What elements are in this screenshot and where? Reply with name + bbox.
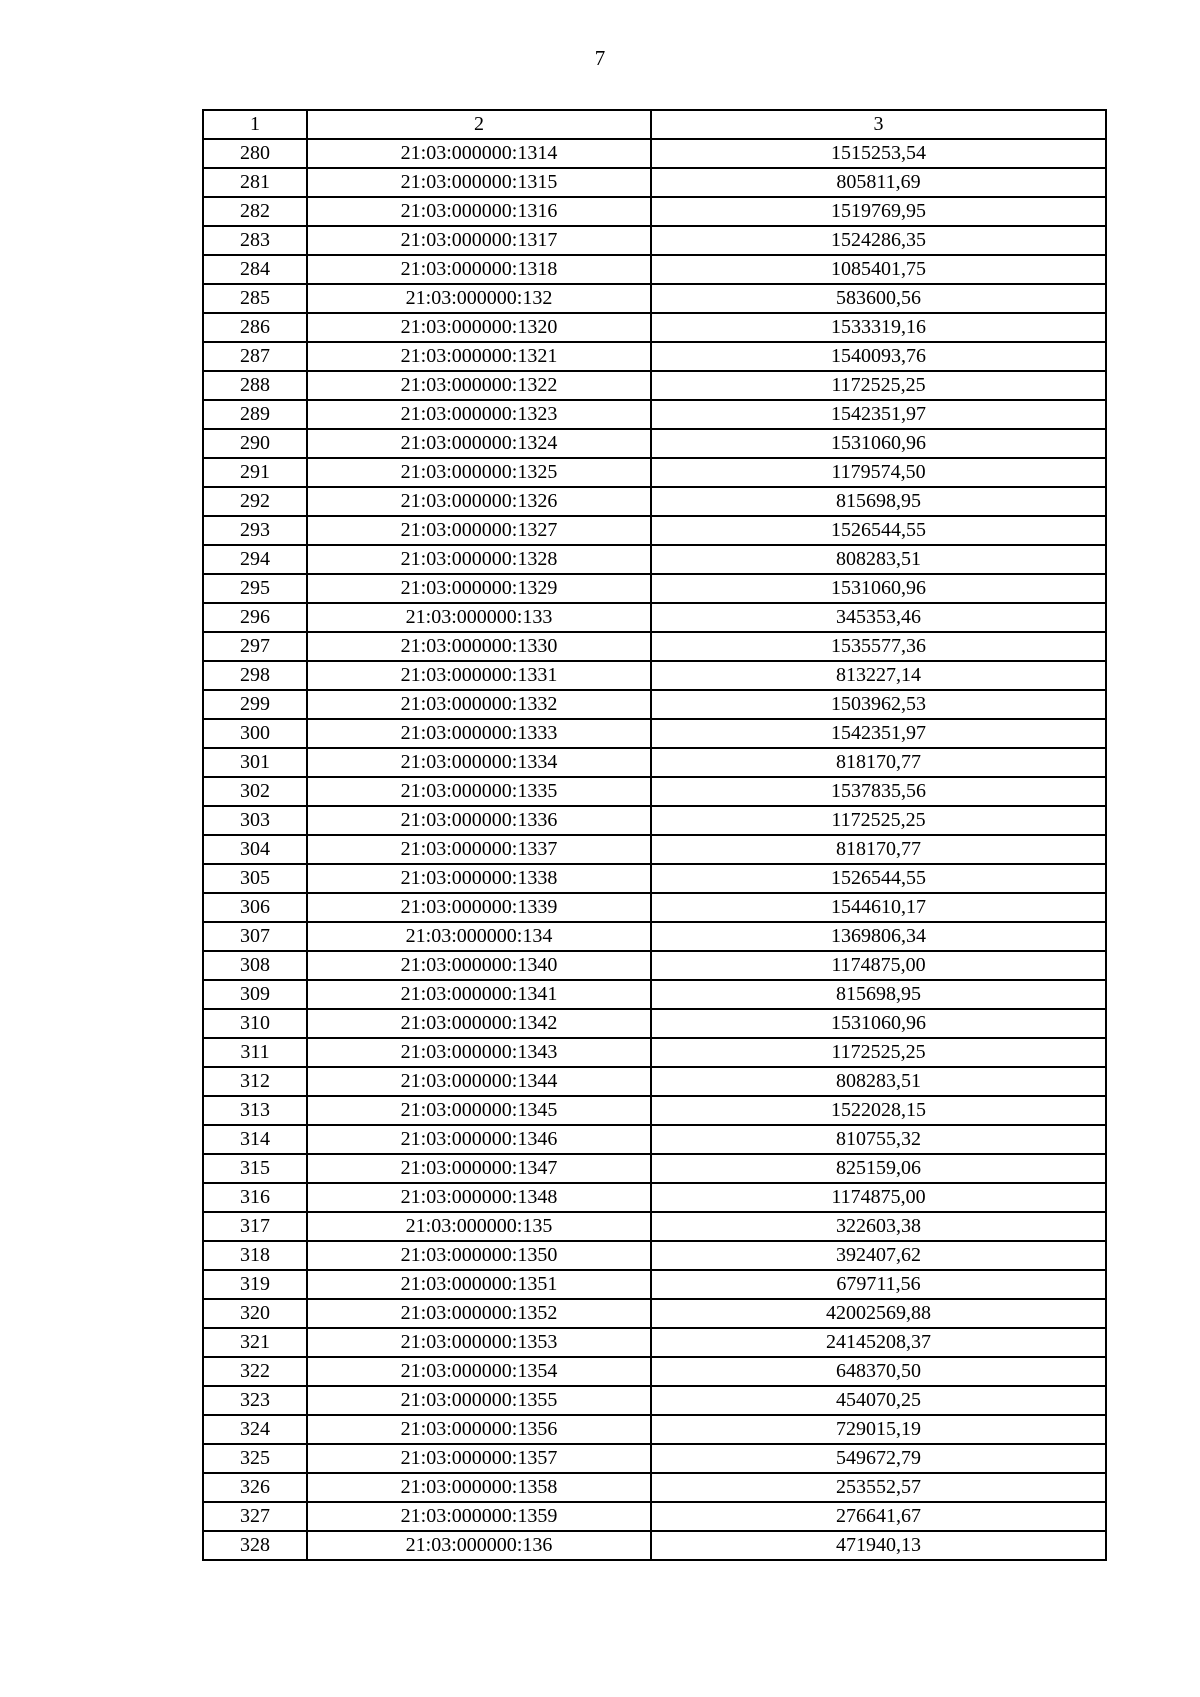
cadastral-number-cell: 21:03:000000:1327 — [307, 516, 651, 545]
row-number-cell: 293 — [203, 516, 307, 545]
table-row — [203, 1241, 1106, 1270]
row-number-cell: 318 — [203, 1241, 307, 1270]
row-number-cell: 302 — [203, 777, 307, 806]
value-cell: 1369806,34 — [651, 922, 1106, 951]
row-number-cell: 290 — [203, 429, 307, 458]
row-number-cell: 280 — [203, 139, 307, 168]
row-number-cell: 301 — [203, 748, 307, 777]
value-cell: 1524286,35 — [651, 226, 1106, 255]
page-number: 7 — [594, 46, 606, 70]
row-number-cell: 313 — [203, 1096, 307, 1125]
row-number-cell: 327 — [203, 1502, 307, 1531]
value-cell: 471940,13 — [651, 1531, 1106, 1560]
cadastral-number-cell: 21:03:000000:135 — [307, 1212, 651, 1241]
table-row — [203, 400, 1106, 429]
table-row — [203, 632, 1106, 661]
cadastral-number-cell: 21:03:000000:1347 — [307, 1154, 651, 1183]
value-cell: 1531060,96 — [651, 429, 1106, 458]
cadastral-number-cell: 21:03:000000:1357 — [307, 1444, 651, 1473]
table-row — [203, 516, 1106, 545]
value-cell: 1533319,16 — [651, 313, 1106, 342]
data-table — [202, 109, 1107, 1561]
value-cell: 729015,19 — [651, 1415, 1106, 1444]
row-number-cell: 291 — [203, 458, 307, 487]
value-cell: 42002569,88 — [651, 1299, 1106, 1328]
row-number-cell: 316 — [203, 1183, 307, 1212]
cadastral-number-cell: 21:03:000000:1320 — [307, 313, 651, 342]
table-row — [203, 458, 1106, 487]
cadastral-number-cell: 21:03:000000:1331 — [307, 661, 651, 690]
table-row — [203, 603, 1106, 632]
row-number-cell: 281 — [203, 168, 307, 197]
table-row — [203, 1009, 1106, 1038]
cadastral-number-cell: 21:03:000000:1336 — [307, 806, 651, 835]
table-row — [203, 1328, 1106, 1357]
cadastral-number-cell: 21:03:000000:1350 — [307, 1241, 651, 1270]
table-row — [203, 342, 1106, 371]
cadastral-number-cell: 21:03:000000:1358 — [307, 1473, 651, 1502]
row-number-cell: 317 — [203, 1212, 307, 1241]
cadastral-number-cell: 21:03:000000:1317 — [307, 226, 651, 255]
cadastral-number-cell: 21:03:000000:1345 — [307, 1096, 651, 1125]
table-row — [203, 777, 1106, 806]
table-row — [203, 139, 1106, 168]
row-number-cell: 284 — [203, 255, 307, 284]
value-cell: 1085401,75 — [651, 255, 1106, 284]
row-number-cell: 292 — [203, 487, 307, 516]
cadastral-number-cell: 21:03:000000:1353 — [307, 1328, 651, 1357]
value-cell: 815698,95 — [651, 980, 1106, 1009]
table-row — [203, 661, 1106, 690]
cadastral-number-cell: 21:03:000000:1326 — [307, 487, 651, 516]
row-number-cell: 282 — [203, 197, 307, 226]
row-number-cell: 310 — [203, 1009, 307, 1038]
value-cell: 1526544,55 — [651, 864, 1106, 893]
row-number-cell: 288 — [203, 371, 307, 400]
value-cell: 253552,57 — [651, 1473, 1106, 1502]
value-cell: 808283,51 — [651, 1067, 1106, 1096]
table-row — [203, 1125, 1106, 1154]
table-row — [203, 719, 1106, 748]
cadastral-number-cell: 21:03:000000:1351 — [307, 1270, 651, 1299]
row-number-cell: 321 — [203, 1328, 307, 1357]
table-row — [203, 545, 1106, 574]
cadastral-number-cell: 21:03:000000:1340 — [307, 951, 651, 980]
row-number-cell: 323 — [203, 1386, 307, 1415]
value-cell: 1503962,53 — [651, 690, 1106, 719]
row-number-cell: 320 — [203, 1299, 307, 1328]
table-row — [203, 748, 1106, 777]
value-cell: 1531060,96 — [651, 1009, 1106, 1038]
row-number-cell: 298 — [203, 661, 307, 690]
table-row — [203, 1299, 1106, 1328]
table-row — [203, 1386, 1106, 1415]
table-row — [203, 1212, 1106, 1241]
value-cell: 825159,06 — [651, 1154, 1106, 1183]
row-number-cell: 306 — [203, 893, 307, 922]
column-header-3: 3 — [651, 110, 1106, 139]
value-cell: 1515253,54 — [651, 139, 1106, 168]
row-number-cell: 308 — [203, 951, 307, 980]
cadastral-number-cell: 21:03:000000:1335 — [307, 777, 651, 806]
row-number-cell: 319 — [203, 1270, 307, 1299]
value-cell: 392407,62 — [651, 1241, 1106, 1270]
cadastral-number-cell: 21:03:000000:1344 — [307, 1067, 651, 1096]
table-row — [203, 1531, 1106, 1560]
value-cell: 583600,56 — [651, 284, 1106, 313]
row-number-cell: 304 — [203, 835, 307, 864]
table-row — [203, 1357, 1106, 1386]
cadastral-number-cell: 21:03:000000:1318 — [307, 255, 651, 284]
cadastral-number-cell: 21:03:000000:1324 — [307, 429, 651, 458]
value-cell: 1174875,00 — [651, 951, 1106, 980]
table-body — [203, 110, 1106, 1560]
row-number-cell: 325 — [203, 1444, 307, 1473]
table-row — [203, 1038, 1106, 1067]
value-cell: 24145208,37 — [651, 1328, 1106, 1357]
table-row — [203, 168, 1106, 197]
table-row — [203, 313, 1106, 342]
row-number-cell: 305 — [203, 864, 307, 893]
table-row — [203, 429, 1106, 458]
cadastral-number-cell: 21:03:000000:1339 — [307, 893, 651, 922]
cadastral-number-cell: 21:03:000000:1356 — [307, 1415, 651, 1444]
cadastral-number-cell: 21:03:000000:1315 — [307, 168, 651, 197]
value-cell: 1172525,25 — [651, 371, 1106, 400]
value-cell: 1544610,17 — [651, 893, 1106, 922]
value-cell: 345353,46 — [651, 603, 1106, 632]
table-row — [203, 1415, 1106, 1444]
table-row — [203, 835, 1106, 864]
table-row — [203, 574, 1106, 603]
row-number-cell: 283 — [203, 226, 307, 255]
cadastral-number-cell: 21:03:000000:136 — [307, 1531, 651, 1560]
column-header-2: 2 — [307, 110, 651, 139]
row-number-cell: 294 — [203, 545, 307, 574]
value-cell: 818170,77 — [651, 748, 1106, 777]
row-number-cell: 312 — [203, 1067, 307, 1096]
table-row — [203, 1444, 1106, 1473]
value-cell: 810755,32 — [651, 1125, 1106, 1154]
table-row — [203, 1473, 1106, 1502]
cadastral-number-cell: 21:03:000000:1322 — [307, 371, 651, 400]
table-row — [203, 922, 1106, 951]
cadastral-number-cell: 21:03:000000:1341 — [307, 980, 651, 1009]
cadastral-number-cell: 21:03:000000:1329 — [307, 574, 651, 603]
cadastral-number-cell: 21:03:000000:1314 — [307, 139, 651, 168]
row-number-cell: 299 — [203, 690, 307, 719]
value-cell: 1174875,00 — [651, 1183, 1106, 1212]
row-number-cell: 297 — [203, 632, 307, 661]
row-number-cell: 286 — [203, 313, 307, 342]
cadastral-number-cell: 21:03:000000:134 — [307, 922, 651, 951]
value-cell: 1540093,76 — [651, 342, 1106, 371]
value-cell: 1172525,25 — [651, 1038, 1106, 1067]
cadastral-number-cell: 21:03:000000:1342 — [307, 1009, 651, 1038]
value-cell: 322603,38 — [651, 1212, 1106, 1241]
cadastral-number-cell: 21:03:000000:1359 — [307, 1502, 651, 1531]
table-row — [203, 226, 1106, 255]
table-row — [203, 1096, 1106, 1125]
row-number-cell: 303 — [203, 806, 307, 835]
table-row — [203, 864, 1106, 893]
table-row — [203, 1183, 1106, 1212]
cadastral-number-cell: 21:03:000000:1352 — [307, 1299, 651, 1328]
value-cell: 679711,56 — [651, 1270, 1106, 1299]
table-row — [203, 980, 1106, 1009]
table-row — [203, 1154, 1106, 1183]
column-header-1: 1 — [203, 110, 307, 139]
cadastral-number-cell: 21:03:000000:1332 — [307, 690, 651, 719]
cadastral-number-cell: 21:03:000000:1328 — [307, 545, 651, 574]
table-row — [203, 197, 1106, 226]
cadastral-number-cell: 21:03:000000:1346 — [307, 1125, 651, 1154]
value-cell: 454070,25 — [651, 1386, 1106, 1415]
cadastral-number-cell: 21:03:000000:1343 — [307, 1038, 651, 1067]
value-cell: 808283,51 — [651, 545, 1106, 574]
cadastral-number-cell: 21:03:000000:1330 — [307, 632, 651, 661]
table-row — [203, 1502, 1106, 1531]
cadastral-number-cell: 21:03:000000:1334 — [307, 748, 651, 777]
value-cell: 1531060,96 — [651, 574, 1106, 603]
table-row — [203, 284, 1106, 313]
table-row — [203, 371, 1106, 400]
value-cell: 815698,95 — [651, 487, 1106, 516]
table-row — [203, 690, 1106, 719]
table-header-row — [203, 110, 1106, 139]
cadastral-number-cell: 21:03:000000:1323 — [307, 400, 651, 429]
value-cell: 1179574,50 — [651, 458, 1106, 487]
row-number-cell: 285 — [203, 284, 307, 313]
value-cell: 1542351,97 — [651, 400, 1106, 429]
value-cell: 1172525,25 — [651, 806, 1106, 835]
cadastral-number-cell: 21:03:000000:1348 — [307, 1183, 651, 1212]
value-cell: 1537835,56 — [651, 777, 1106, 806]
cadastral-number-cell: 21:03:000000:133 — [307, 603, 651, 632]
table-row — [203, 951, 1106, 980]
value-cell: 549672,79 — [651, 1444, 1106, 1473]
cadastral-number-cell: 21:03:000000:1321 — [307, 342, 651, 371]
cadastral-number-cell: 21:03:000000:1325 — [307, 458, 651, 487]
row-number-cell: 295 — [203, 574, 307, 603]
row-number-cell: 300 — [203, 719, 307, 748]
value-cell: 1519769,95 — [651, 197, 1106, 226]
table-row — [203, 1270, 1106, 1299]
row-number-cell: 322 — [203, 1357, 307, 1386]
row-number-cell: 296 — [203, 603, 307, 632]
cadastral-number-cell: 21:03:000000:132 — [307, 284, 651, 313]
value-cell: 1526544,55 — [651, 516, 1106, 545]
row-number-cell: 314 — [203, 1125, 307, 1154]
table-row — [203, 893, 1106, 922]
value-cell: 1522028,15 — [651, 1096, 1106, 1125]
table-row — [203, 487, 1106, 516]
cadastral-number-cell: 21:03:000000:1337 — [307, 835, 651, 864]
cadastral-number-cell: 21:03:000000:1355 — [307, 1386, 651, 1415]
row-number-cell: 309 — [203, 980, 307, 1009]
value-cell: 818170,77 — [651, 835, 1106, 864]
cadastral-number-cell: 21:03:000000:1333 — [307, 719, 651, 748]
row-number-cell: 289 — [203, 400, 307, 429]
value-cell: 648370,50 — [651, 1357, 1106, 1386]
table-row — [203, 255, 1106, 284]
cadastral-number-cell: 21:03:000000:1338 — [307, 864, 651, 893]
row-number-cell: 287 — [203, 342, 307, 371]
value-cell: 276641,67 — [651, 1502, 1106, 1531]
value-cell: 1542351,97 — [651, 719, 1106, 748]
cadastral-number-cell: 21:03:000000:1354 — [307, 1357, 651, 1386]
row-number-cell: 328 — [203, 1531, 307, 1560]
row-number-cell: 324 — [203, 1415, 307, 1444]
value-cell: 813227,14 — [651, 661, 1106, 690]
table-row — [203, 806, 1106, 835]
row-number-cell: 315 — [203, 1154, 307, 1183]
row-number-cell: 311 — [203, 1038, 307, 1067]
row-number-cell: 307 — [203, 922, 307, 951]
table-row — [203, 1067, 1106, 1096]
value-cell: 805811,69 — [651, 168, 1106, 197]
value-cell: 1535577,36 — [651, 632, 1106, 661]
cadastral-number-cell: 21:03:000000:1316 — [307, 197, 651, 226]
row-number-cell: 326 — [203, 1473, 307, 1502]
